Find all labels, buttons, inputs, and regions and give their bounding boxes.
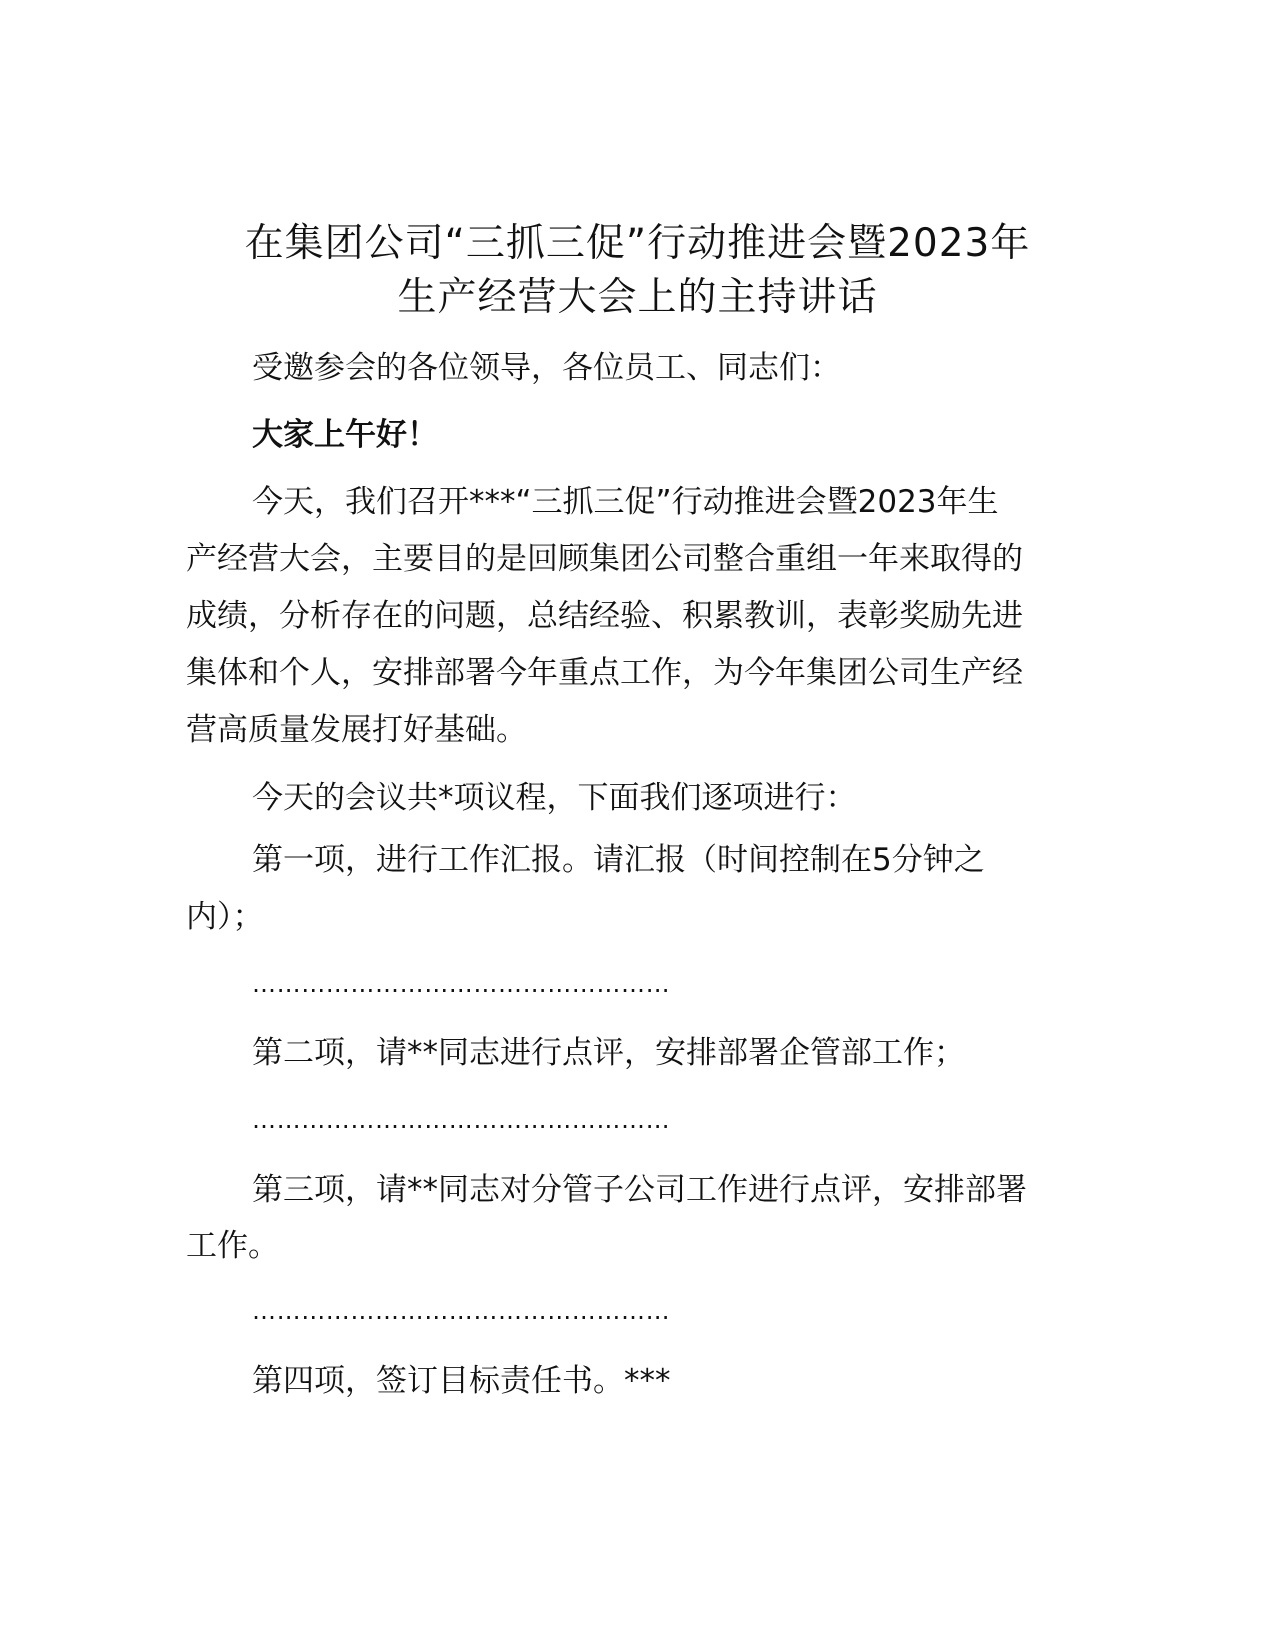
good-morning-paragraph: 大家上午好！ — [252, 417, 438, 453]
intro-line-4: 集体和个人，安排部署今年重点工作，为今年集团公司生产经 — [186, 655, 1023, 691]
greeting-paragraph: 受邀参会的各位领导，各位员工、同志们： — [252, 350, 841, 386]
intro-line-2: 产经营大会，主要目的是回顾集团公司整合重组一年来取得的 — [186, 541, 1023, 577]
intro-line-5: 营高质量发展打好基础。 — [186, 712, 527, 748]
ellipsis-separator-2: …………………………………………… — [252, 1106, 671, 1134]
agenda-item-3-line-1: 第三项，请**同志对分管子公司工作进行点评，安排部署 — [252, 1172, 1027, 1208]
intro-line-1: 今天，我们召开***“三抓三促”行动推进会暨2023年生 — [252, 484, 999, 520]
agenda-item-2: 第二项，请**同志进行点评，安排部署企管部工作； — [252, 1035, 965, 1071]
document-title-line-1: 在集团公司“三抓三促”行动推进会暨2023年 — [244, 221, 1031, 266]
agenda-item-4: 第四项，签订目标责任书。*** — [252, 1363, 671, 1399]
document-title-line-2: 生产经营大会上的主持讲话 — [397, 275, 878, 320]
agenda-item-1-line-1: 第一项，进行工作汇报。请汇报（时间控制在5分钟之 — [252, 842, 985, 878]
agenda-item-3-line-2: 工作。 — [186, 1228, 279, 1264]
intro-line-3: 成绩，分析存在的问题，总结经验、积累教训，表彰奖励先进 — [186, 598, 1023, 634]
ellipsis-separator-3: …………………………………………… — [252, 1297, 671, 1325]
agenda-item-1-line-2: 内）； — [186, 899, 264, 935]
ellipsis-separator-1: …………………………………………… — [252, 970, 671, 998]
agenda-intro-paragraph: 今天的会议共*项议程，下面我们逐项进行： — [252, 780, 857, 816]
